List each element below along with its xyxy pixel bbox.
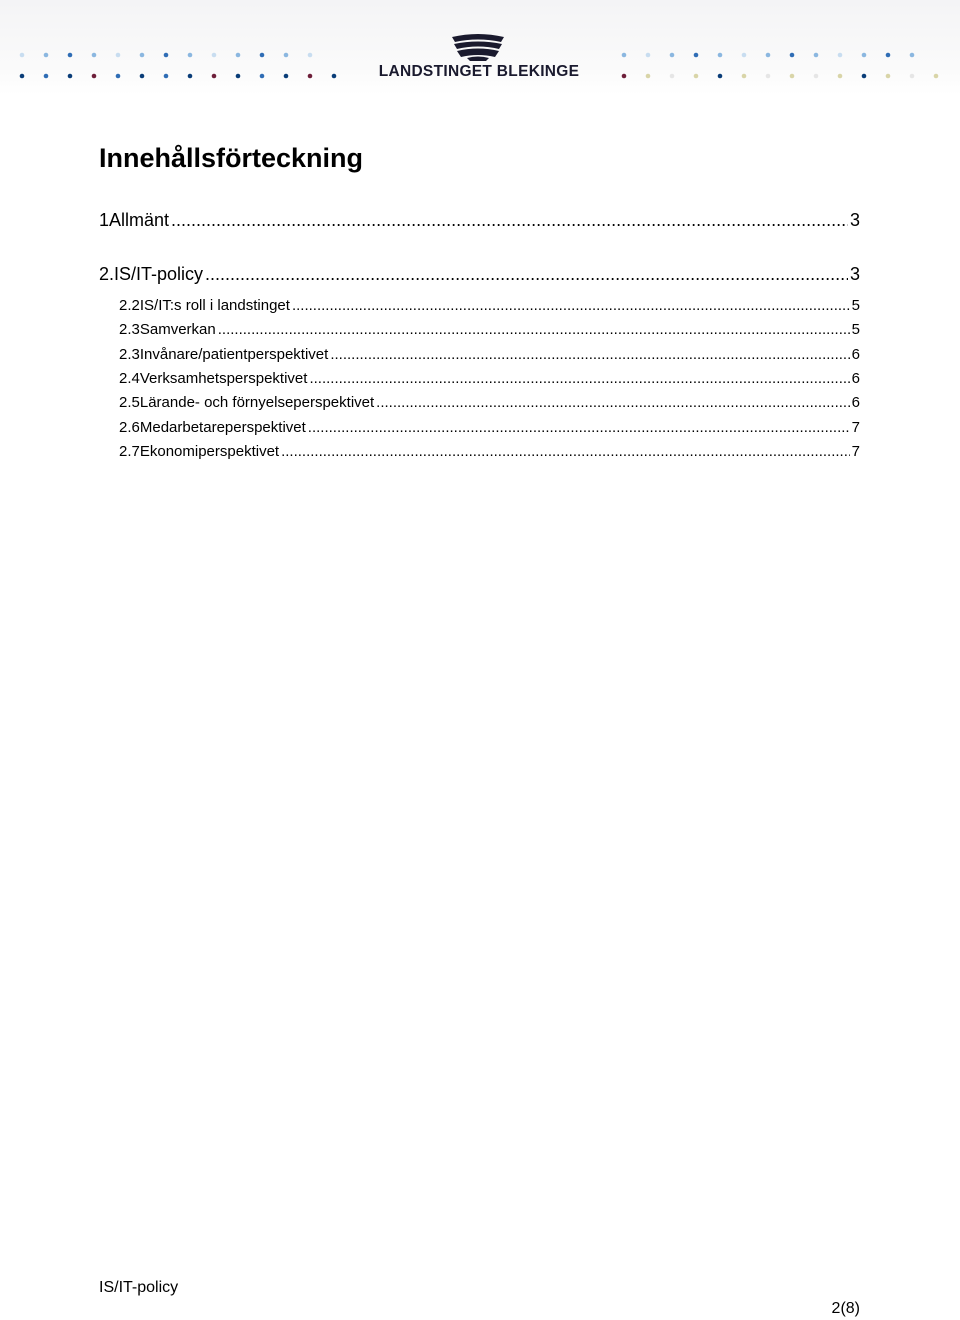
toc-dot-leader (308, 419, 850, 436)
header-dot (670, 53, 675, 58)
header-dot (92, 53, 97, 58)
toc-entry-samverkan[interactable] (119, 321, 860, 338)
footer-page-number: 2(8) (831, 1300, 860, 1317)
toc-dot-leader (309, 370, 849, 387)
toc-entry-number: 2.5 (119, 394, 140, 411)
toc-entry-allmant[interactable] (99, 210, 860, 231)
header-dot (164, 53, 169, 58)
header-dot (188, 53, 193, 58)
toc-entry-page: 7 (851, 419, 860, 436)
header-dot (212, 53, 217, 58)
header-dot (790, 53, 795, 58)
toc-entry-larande[interactable] (119, 394, 860, 411)
toc-entry-text: Invånare/patientperspektivet (139, 346, 329, 363)
header-dot (934, 74, 939, 79)
header-dot (814, 53, 819, 58)
toc-entry-text: Allmänt (109, 210, 170, 230)
toc-dot-leader (330, 346, 849, 363)
toc-entry-text: Medarbetareperspektivet (139, 419, 306, 436)
toc-entry-number: 2.6 (119, 419, 140, 436)
header-dot (910, 74, 915, 79)
toc-entry-page: 7 (851, 443, 860, 460)
header-dot (622, 53, 627, 58)
header-dot (718, 74, 723, 79)
header-dot (308, 53, 313, 58)
header-dot (694, 53, 699, 58)
toc-entry-text: Ekonomiperspektivet (139, 443, 280, 460)
toc-dot-leader (292, 297, 850, 314)
toc-entry-roll[interactable] (119, 297, 860, 314)
header-dot (20, 53, 25, 58)
header-dot (790, 74, 795, 79)
toc-entry-number: 2.4 (119, 370, 140, 387)
header-dot (212, 74, 217, 79)
toc-entry-medarbetare[interactable] (119, 419, 860, 436)
header-dot (814, 74, 819, 79)
header-dot (68, 74, 73, 79)
header-dot (886, 53, 891, 58)
logo (378, 33, 580, 83)
toc-entry-verksamhet[interactable] (119, 370, 860, 387)
header-dot (20, 74, 25, 79)
header-dot (718, 53, 723, 58)
header-dot (188, 74, 193, 79)
header-dot (646, 74, 651, 79)
header-dot (284, 53, 289, 58)
toc-dot-leader (205, 264, 848, 285)
toc-dot-leader (171, 210, 848, 231)
header-dot (694, 74, 699, 79)
header-dot (236, 74, 241, 79)
header-dot (260, 53, 265, 58)
header-dot (910, 53, 915, 58)
toc-entry-ekonomi[interactable] (119, 443, 860, 460)
toc-entry-text: Samverkan (139, 321, 216, 338)
toc-entry-page: 6 (851, 346, 860, 363)
toc-entry-page: 5 (851, 297, 860, 314)
header-dot (766, 74, 771, 79)
logo-text: LANDSTINGET BLEKINGE (378, 63, 580, 80)
header-dot (44, 74, 49, 79)
header-dot (622, 74, 627, 79)
header-dot (646, 53, 651, 58)
toc-dot-leader (218, 321, 850, 338)
toc-entry-text: Verksamhetsperspektivet (139, 370, 308, 387)
header-dot (140, 74, 145, 79)
header-dot (838, 53, 843, 58)
header-dot (92, 74, 97, 79)
header-dot (116, 74, 121, 79)
header-dot (164, 74, 169, 79)
toc-entry-number: 2. (99, 264, 115, 284)
footer-document-title: IS/IT-policy (99, 1279, 179, 1296)
header-dot (308, 74, 313, 79)
toc-entry-text: IS/IT-policy (114, 264, 204, 284)
header-dot (862, 74, 867, 79)
toc-entry-number: 1 (99, 210, 110, 230)
toc-entry-number: 2.3 (119, 321, 140, 338)
toc-entry-page: 5 (851, 321, 860, 338)
header-dot (862, 53, 867, 58)
toc-entry-invanare[interactable] (119, 346, 860, 363)
toc-entry-page: 6 (851, 394, 860, 411)
header-dot (670, 74, 675, 79)
header-dot (116, 53, 121, 58)
header-dot (140, 53, 145, 58)
header-dot (68, 53, 73, 58)
toc-dot-leader (376, 394, 849, 411)
toc-entry-number: 2.7 (119, 443, 140, 460)
toc-entry-page: 3 (849, 210, 860, 230)
header-dot (886, 74, 891, 79)
toc-title: Innehållsförteckning (99, 143, 364, 173)
header-dot (766, 53, 771, 58)
toc-entry-number: 2.2 (119, 297, 140, 314)
header-dot (838, 74, 843, 79)
toc-entry-page: 6 (851, 370, 860, 387)
header-dot (236, 53, 241, 58)
ship-hull-icon (449, 33, 507, 61)
toc-entry-text: Lärande- och förnyelseperspektivet (139, 394, 375, 411)
toc-entry-is-it-policy[interactable] (99, 264, 860, 285)
toc-entry-text: IS/IT:s roll i landstinget (139, 297, 290, 314)
header-dot (742, 74, 747, 79)
toc-dot-leader (281, 443, 850, 460)
toc-entry-page: 3 (849, 264, 860, 284)
header-dot (284, 74, 289, 79)
header-dot (44, 53, 49, 58)
header-dot (260, 74, 265, 79)
header-dot (742, 53, 747, 58)
toc-entry-number: 2.3 (119, 346, 140, 363)
header-dot (332, 74, 337, 79)
